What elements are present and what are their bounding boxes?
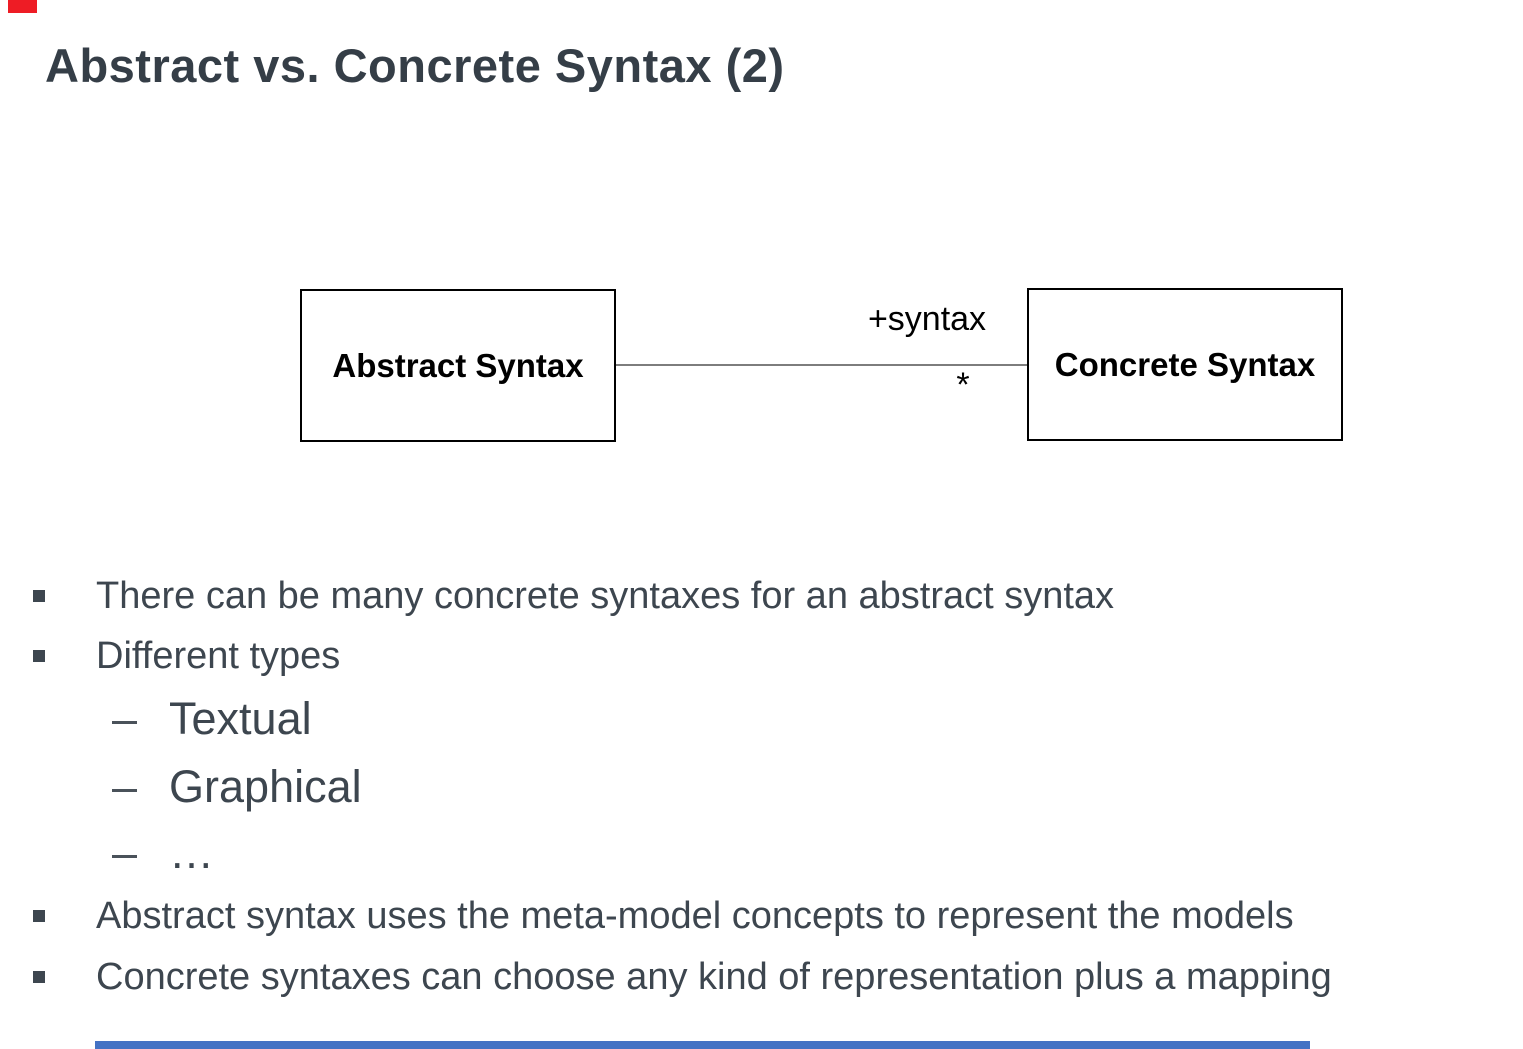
- footer-rule: [95, 1041, 1310, 1049]
- square-bullet-icon: [33, 650, 45, 662]
- list-item-text: Abstract syntax uses the meta-model concepts to represent the models: [96, 894, 1294, 937]
- list-sub-item: [0, 693, 312, 745]
- uml-class-box-abstract-syntax: [300, 289, 616, 442]
- list-item-text: …: [169, 827, 215, 878]
- uml-class-label: Concrete Syntax: [1054, 345, 1316, 383]
- list-item-text: Textual: [169, 693, 312, 744]
- uml-class-label: Abstract Syntax: [332, 346, 584, 384]
- dash-bullet-icon: –: [112, 693, 138, 744]
- list-item-text: Different types: [96, 634, 341, 677]
- square-bullet-icon: [33, 971, 45, 983]
- list-item: [0, 634, 340, 678]
- square-bullet-icon: [33, 910, 45, 922]
- list-item-text: Graphical: [169, 761, 362, 812]
- association-role-label: +syntax: [867, 300, 987, 338]
- uml-class-box-concrete-syntax: [1027, 288, 1343, 441]
- list-sub-item: [0, 827, 214, 879]
- square-bullet-icon: [33, 590, 45, 602]
- list-item-text: Concrete syntaxes can choose any kind of representation plus a mapping: [96, 955, 1332, 998]
- red-accent-mark: [8, 0, 37, 13]
- dash-bullet-icon: –: [112, 761, 138, 812]
- association-multiplicity-label: *: [956, 366, 970, 404]
- list-item: [0, 894, 1294, 938]
- dash-bullet-icon: –: [112, 827, 138, 878]
- list-item-text: There can be many concrete syntaxes for an abstract syntax: [96, 574, 1115, 617]
- page-title: Abstract vs. Concrete Syntax (2): [45, 39, 785, 92]
- list-item: [0, 955, 1332, 999]
- list-item: [0, 574, 1114, 618]
- list-sub-item: [0, 761, 362, 813]
